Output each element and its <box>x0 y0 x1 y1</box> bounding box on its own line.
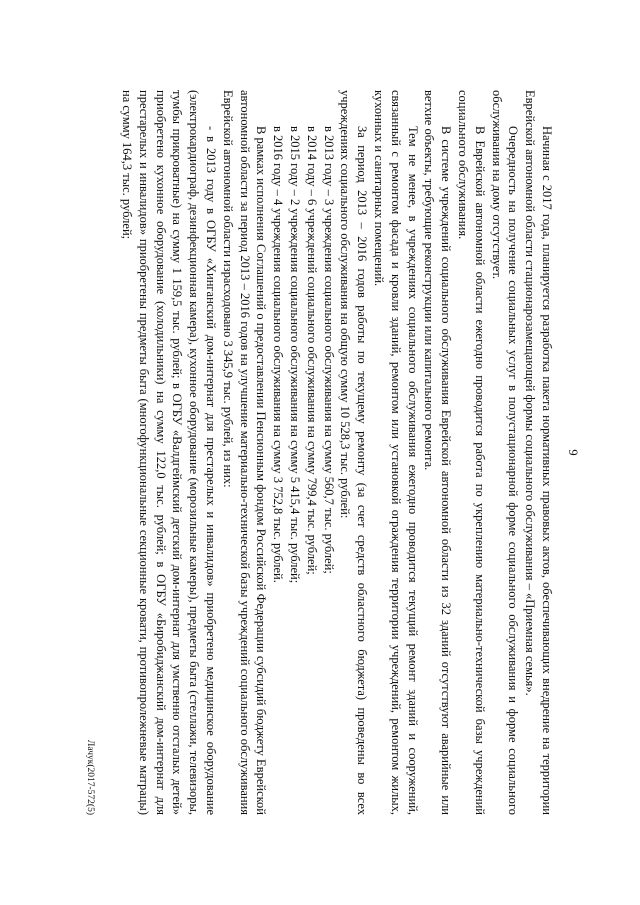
paragraph-pension-fund: В рамках исполнения Соглашений о предоставлении Пенсионным фондом Российской Федерации субсидий бюджету Еврейской автономной области за период 2013 – 2016 годов на улучшение материально-технической базы учреждений социального обслуживания Еврейской автономной области израсходовано 3 345,9 тыс. рублей, из них: <box>220 90 269 815</box>
list-item-2013: в 2013 году – 3 учреждения социального обслуживания на сумму 560,7 тыс. рублей; <box>321 126 336 574</box>
paragraph-buildings: В системе учреждений социального обслуживания Еврейской автономной области из 32 зданий отсутствуют аварийные или ветхие объекты, требующие реконструкции или капитального ремонта. <box>422 90 454 815</box>
footer-reference: Лачук(2017-572(5) <box>85 739 95 815</box>
list-item-2014: в 2014 году – 6 учреждений социального обслуживания на сумму 799,4 тыс. рублей; <box>304 126 319 575</box>
paragraph-current-repair: Тем не менее, в учреждениях социального обслуживания ежегодно проводится текущий ремонт зданий и сооружений, связанный с ремонтом фасада и кровли зданий, ремонтом или установкой ограждения территории учреждений, ремонтом жилых, кухонных и санитарных помещений. <box>372 90 420 815</box>
paragraph-base-strengthening: В Еврейской автономной области ежегодно проводится работа по укреплению материально-технической базы учреждений социального обслуживания. <box>456 90 487 815</box>
paragraph-queue: Очередность на получение социальных услуг в полустационарной форме социального обслуживания и форме социального обслуживания на дому отсутствует. <box>489 90 521 815</box>
paragraph-repair-period: За период 2013 – 2016 годов работы по текущему ремонту (за счет средств областного бюджета) проведены во всех учреждениях социального обслуживания на общую сумму 10 528,3 тыс. рублей: <box>338 90 370 815</box>
list-item-2015: в 2015 году – 2 учреждения социального обслуживания на сумму 5 415,4 тыс. рублей; <box>288 126 303 584</box>
paragraph-intro: Начиная с 2017 года, планируется разработка пакета нормативных правовых актов, обеспечивающих внедрение на территории Еврейской автономной области стационарозамещающей формы социального обслуживания – «Приемная семья». <box>523 90 554 815</box>
paragraph-2013-purchases: - в 2013 году в ОГБУ «Хинганский дом-интернат для престарелых и инвалидов» приобретено медицинское оборудование (электрокардиограф, дезинфекционная камера), кухонное оборудование (морозильные камеры), предметы быта (стеллажи, телевизоры, тумбы прикроватные) на сумму 1 159,5 тыс. рублей; в ОГБУ «Валдгеймский детский дом-интернат для умственно отсталых детей» приобретено кухонное оборудование (холодильники) на сумму 122,0 тыс. рублей; в ОГБУ «Биробиджанский дом-интернат для престарелых и инвалидов» приобретены предметы быта (многофункциональные секционные кровати, противопролежневые матрацы) на сумму 164,3 тыс. рублей; <box>120 90 219 815</box>
list-item-2016: в 2016 году – 4 учреждения социального обслуживания на сумму 3 752,8 тыс. рублей. <box>271 126 286 583</box>
page-number: 9 <box>566 449 580 456</box>
document-body <box>118 90 555 815</box>
